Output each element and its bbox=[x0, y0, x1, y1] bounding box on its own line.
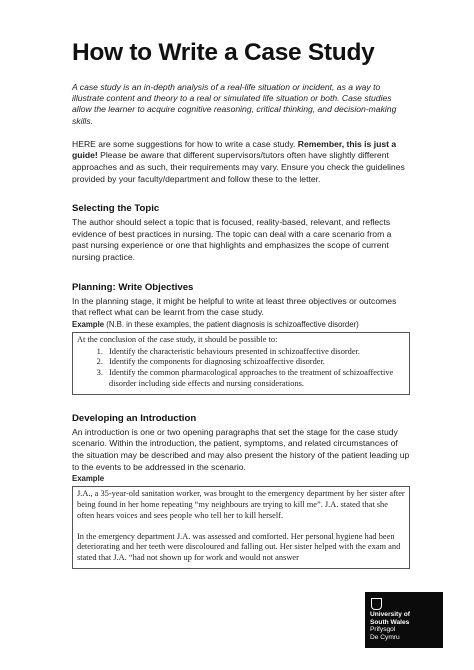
intro-paragraph: A case study is an in-depth analysis of a real-life situation or incident, as a way to illustrate content and theory to a real or simulated life situation or both. Case studies allow the learner to acquire cognitive reasoning, critical thinking, and decision-making skills. bbox=[72, 82, 397, 126]
objective-item: 2. Identify the components for diagnosing schizoaffective disorder. bbox=[105, 357, 405, 368]
introduction-paragraph: An introduction is one or two opening paragraphs that set the stage for the case study scenario. Within the introduction, the patient, symptoms, and related circumstances of the situation may be described and may also present the history of the patient leading up to the events to be addressed in the scenario. bbox=[72, 426, 410, 472]
example-label: Example bbox=[72, 319, 105, 329]
introduction-example-label bbox=[72, 474, 410, 484]
university-logo bbox=[365, 592, 443, 648]
objectives-paragraph: In the planning stage, it might be helpful to write at least three objectives or outcomes that reflect what can be learnt from the case study. bbox=[72, 295, 397, 318]
document-page bbox=[72, 38, 410, 569]
section-heading-topic: Selecting the Topic bbox=[72, 203, 160, 215]
objective-item: 1. Identify the characteristic behaviours presented in schizoaffective disorder. bbox=[105, 347, 405, 358]
section-heading-objectives: Planning: Write Objectives bbox=[72, 281, 194, 293]
notice-bold-text: Remember, this is just a guide! bbox=[72, 138, 397, 161]
topic-paragraph: The author should select a topic that is focused, reality-based, relevant, and reflects evidence of best practices in nursing. The topic can deal with a care scenario from a past nursing experience or one that highlights and emphasizes the scope of current nursing practice. bbox=[72, 217, 392, 262]
objectives-example-label bbox=[72, 320, 410, 330]
logo-text bbox=[370, 611, 410, 641]
objectives-box-intro: At the conclusion of the case study, it should be possible to: bbox=[77, 334, 278, 344]
example-paragraph-1: J.A., a 35-year-old sanitation worker, was brought to the emergency department by her sister after being found in her home repeating “my neighbours are trying to kill me”. J.A. stated that she often hears voices and sees people who tell her to kill herself. bbox=[77, 489, 405, 520]
example-paragraph-2: In the emergency department J.A. was assessed and comforted. Her personal hygiene had been deteriorating and her teeth were discoloured and falling out. Her sister helped with the exam and stated that J.A. “had not shown up for work and would not answer bbox=[77, 531, 401, 563]
objectives-list bbox=[77, 347, 405, 390]
example-note: (N.B. in these examples, the patient diagnosis is schizoaffective disorder) bbox=[104, 319, 359, 329]
example-label: Example bbox=[72, 474, 105, 484]
logo-line-3: Prifysgol bbox=[370, 626, 396, 634]
section-heading-introduction: Developing an Introduction bbox=[72, 412, 197, 424]
objectives-example-box bbox=[72, 332, 410, 395]
notice-text-after: Please be aware that different supervisors/tutors often have slightly different approaches and as such, their requirements may vary. Ensure you check the guidelines provided by your faculty/department and follow these to the letter. bbox=[72, 150, 405, 184]
notice-text-before: HERE are some suggestions for how to write a case study. bbox=[72, 138, 298, 149]
objective-item: 3. Identify the common pharmacological approaches to the treatment of schizoaffective disorder including side effects and nursing considerations. bbox=[105, 368, 405, 390]
logo-line-2: South Wales bbox=[370, 618, 410, 626]
introduction-example-box bbox=[72, 486, 410, 569]
notice-paragraph bbox=[72, 139, 410, 185]
document-title: How to Write a Case Study bbox=[72, 39, 375, 66]
crest-icon bbox=[371, 598, 382, 610]
logo-line-4: De Cymru bbox=[370, 633, 400, 641]
logo-line-1: University of bbox=[370, 611, 410, 618]
